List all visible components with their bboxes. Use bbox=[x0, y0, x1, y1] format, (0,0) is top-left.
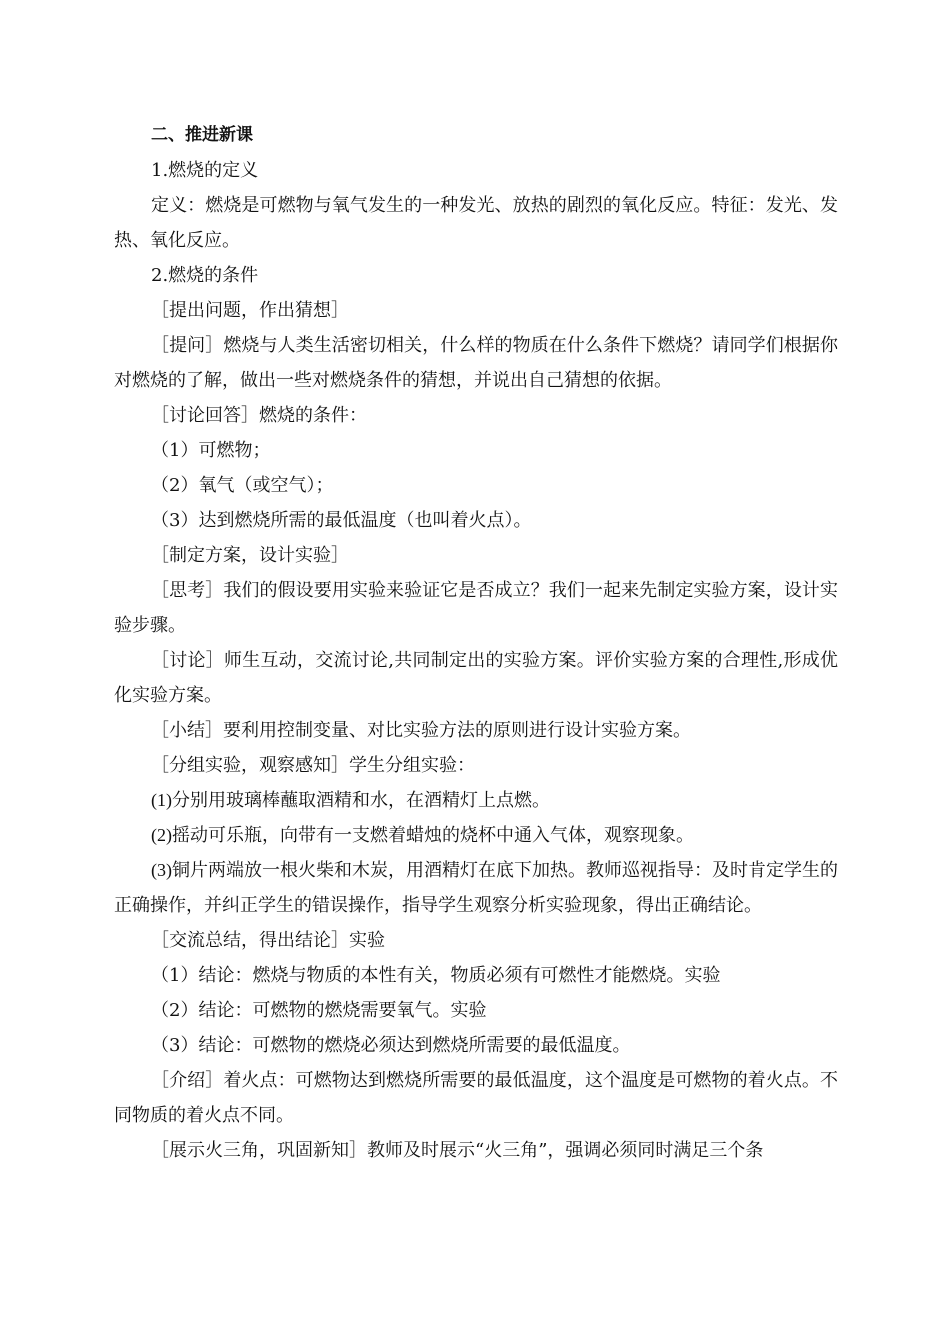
condition-item-1: （1）可燃物； bbox=[151, 440, 271, 461]
paragraph-make-plan: ［制定方案，设计实验］ bbox=[151, 545, 349, 566]
paragraph-discussion-answer: ［讨论回答］燃烧的条件： bbox=[151, 405, 367, 426]
paragraph-question: ［提问］燃烧与人类生活密切相关，什么样的物质在什么条件下燃烧？请同学们根据你对燃烧的了解，做出一些对燃烧条件的猜想，并说出自己猜想的依据。 bbox=[114, 335, 838, 391]
paragraph-fire-triangle: ［展示火三角，巩固新知］教师及时展示“火三角”，强调必须同时满足三个条 bbox=[151, 1140, 764, 1161]
experiment-item-1: (1)分别用玻璃棒蘸取酒精和水，在酒精灯上点燃。 bbox=[151, 790, 550, 810]
conclusion-item-2: （2）结论：可燃物的燃烧需要氧气。实验 bbox=[151, 1000, 487, 1021]
experiment-item-3: (3)铜片两端放一根火柴和木炭，用酒精灯在底下加热。教师巡视指导：及时肯定学生的正确操作，并纠正学生的错误操作，指导学生观察分析实验现象，得出正确结论。 bbox=[114, 860, 838, 915]
paragraph-ignition-point: ［介绍］着火点：可燃物达到燃烧所需要的最低温度，这个温度是可燃物的着火点。不同物质的着火点不同。 bbox=[114, 1070, 838, 1126]
paragraph-discuss: ［讨论］师生互动，交流讨论,共同制定出的实验方案。评价实验方案的合理性,形成优化实验方案。 bbox=[114, 650, 838, 706]
experiment-item-2: (2)摇动可乐瓶，向带有一支燃着蜡烛的烧杯中通入气体，观察现象。 bbox=[151, 825, 694, 845]
paragraph-summary: ［小结］要利用控制变量、对比实验方法的原则进行设计实验方案。 bbox=[151, 720, 691, 741]
document-page bbox=[114, 118, 838, 1168]
paragraph-raise-question: ［提出问题，作出猜想］ bbox=[151, 300, 349, 321]
section-title: 二、推进新课 bbox=[151, 125, 253, 145]
definition-paragraph: 定义：燃烧是可燃物与氧气发生的一种发光、放热的剧烈的氧化反应。特征：发光、发热、氧化反应。 bbox=[114, 195, 838, 251]
paragraph-conclusion-intro: ［交流总结，得出结论］实验 bbox=[151, 930, 385, 951]
paragraph-think: ［思考］我们的假设要用实验来验证它是否成立？我们一起来先制定实验方案，设计实验步骤。 bbox=[114, 580, 838, 636]
condition-item-2: （2）氧气（或空气）； bbox=[151, 475, 334, 496]
condition-item-3: （3）达到燃烧所需的最低温度（也叫着火点）。 bbox=[151, 510, 532, 531]
conclusion-item-1: （1）结论：燃烧与物质的本性有关，物质必须有可燃性才能燃烧。实验 bbox=[151, 965, 721, 986]
subsection-definition: 1.燃烧的定义 bbox=[151, 160, 259, 181]
paragraph-group-experiment: ［分组实验，观察感知］学生分组实验： bbox=[151, 755, 475, 776]
conclusion-item-3: （3）结论：可燃物的燃烧必须达到燃烧所需要的最低温度。 bbox=[151, 1035, 631, 1056]
subsection-conditions: 2.燃烧的条件 bbox=[151, 265, 259, 286]
